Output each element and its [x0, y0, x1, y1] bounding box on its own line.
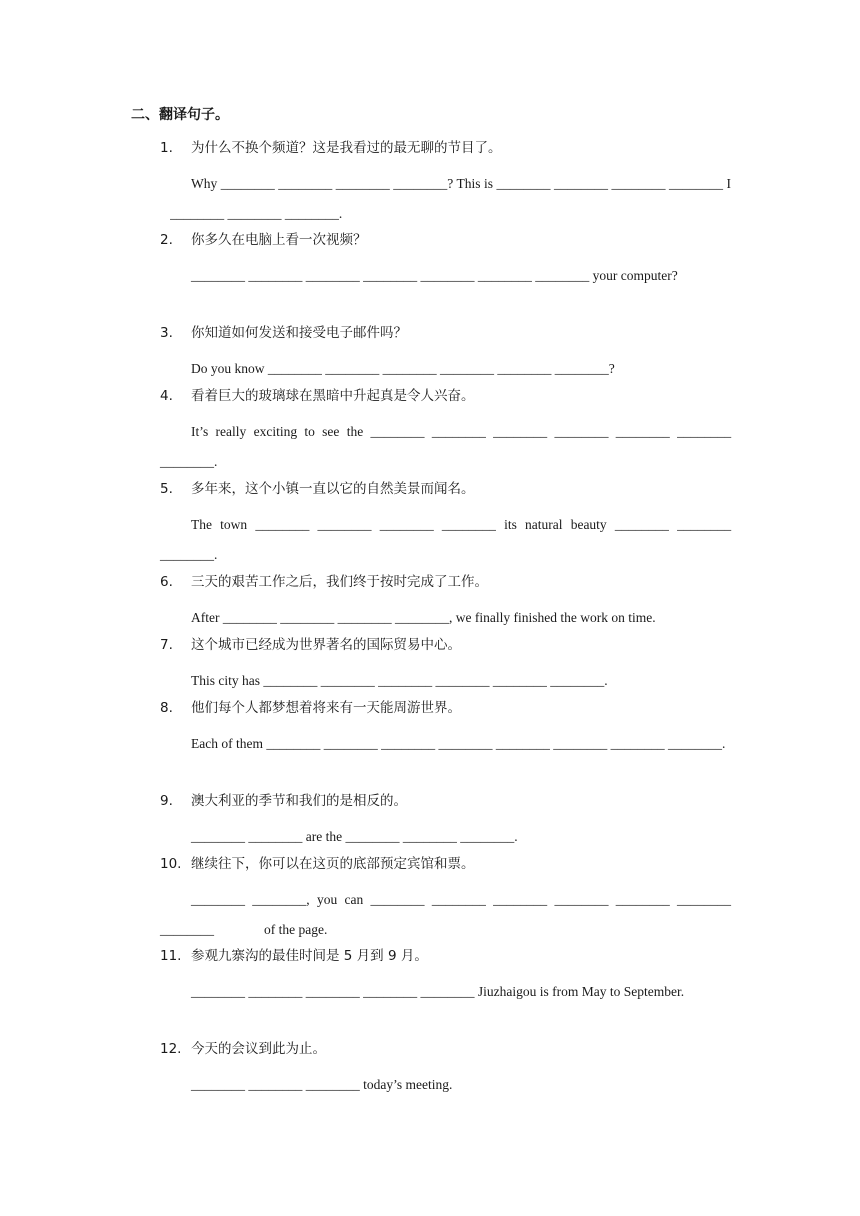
- english-sentence: This city has ________ ________ ________ ________ ________ ________.: [191, 673, 608, 688]
- english-sentence: After ________ ________ ________ ________, we finally finished the work on time.: [191, 610, 656, 625]
- answer-blank[interactable]: ________: [554, 424, 609, 439]
- answer-blank[interactable]: ________: [667, 736, 722, 751]
- answer-blank[interactable]: ________: [191, 892, 245, 907]
- chinese-sentence: 他们每个人都梦想着将来有一天能周游世界。: [191, 700, 461, 716]
- answer-blank[interactable]: ________: [248, 829, 303, 844]
- question-number: 4.: [160, 388, 173, 404]
- question-number: 1.: [160, 140, 173, 156]
- english-sentence: ________ ________ ________ ________ ________ ________ ________ your computer?: [191, 268, 678, 283]
- answer-blank[interactable]: ________: [220, 176, 275, 191]
- question-11: [160, 946, 731, 1007]
- chinese-sentence: 多年来，这个小镇一直以它的自然美景而闻名。: [191, 481, 475, 497]
- question-number: 7.: [160, 637, 173, 653]
- answer-blank[interactable]: ________: [553, 736, 608, 751]
- answer-blank[interactable]: ________: [677, 892, 732, 907]
- answer-blank[interactable]: ________: [550, 673, 605, 688]
- question-number: 6.: [160, 574, 173, 590]
- chinese-sentence: 澳大利亚的季节和我们的是相反的。: [191, 793, 407, 809]
- question-3: [160, 323, 731, 384]
- answer-blank[interactable]: ________: [496, 176, 551, 191]
- answer-blank[interactable]: ________: [554, 892, 609, 907]
- question-2: [160, 230, 731, 291]
- english-sentence: ________ ________ are the ________ ________ ________.: [191, 829, 518, 844]
- answer-blank[interactable]: ________: [248, 1077, 303, 1092]
- answer-blank[interactable]: ________: [382, 361, 437, 376]
- answer-blank[interactable]: ________: [495, 736, 550, 751]
- answer-blank[interactable]: ________: [160, 547, 214, 562]
- answer-blank[interactable]: ________: [554, 361, 609, 376]
- chinese-sentence: 为什么不换个频道？这是我看过的最无聊的节目了。: [191, 140, 502, 156]
- answer-blank[interactable]: ________: [267, 361, 322, 376]
- answer-blank[interactable]: ________: [381, 736, 436, 751]
- answer-blank[interactable]: ________: [323, 736, 378, 751]
- english-sentence: It’s really exciting to see the ________ ________ ________ ________ ________ ________ ________.: [160, 424, 732, 469]
- answer-blank[interactable]: ________: [669, 176, 724, 191]
- chinese-sentence: 你多久在电脑上看一次视频？: [191, 232, 367, 248]
- question-number: 10.: [160, 856, 182, 872]
- english-sentence: Do you know ________ ________ ________ ________ ________ ________?: [191, 361, 615, 376]
- answer-blank[interactable]: ________: [477, 268, 532, 283]
- answer-blank[interactable]: ________: [191, 984, 245, 999]
- answer-blank[interactable]: ________: [610, 736, 665, 751]
- answer-blank[interactable]: ________: [431, 892, 486, 907]
- answer-blank[interactable]: ________: [317, 517, 372, 532]
- answer-blank[interactable]: ________: [222, 610, 277, 625]
- question-number: 12.: [160, 1041, 182, 1057]
- answer-blank[interactable]: ________: [393, 176, 448, 191]
- answer-blank[interactable]: ________: [677, 424, 732, 439]
- answer-blank[interactable]: ________: [460, 829, 515, 844]
- question-number: 9.: [160, 793, 173, 809]
- answer-blank[interactable]: ________: [611, 176, 666, 191]
- question-number: 5.: [160, 481, 173, 497]
- answer-blank[interactable]: ________: [440, 361, 494, 376]
- answer-blank[interactable]: ________: [492, 673, 547, 688]
- answer-blank[interactable]: ________: [305, 1077, 360, 1092]
- english-sentence: ________ ________, you can ________ ________ ________ ________ ________ ________ ________ of the page.: [160, 892, 732, 937]
- answer-blank[interactable]: ________: [370, 424, 425, 439]
- answer-blank[interactable]: ________: [325, 361, 380, 376]
- answer-blank[interactable]: ________: [493, 424, 548, 439]
- question-number: 8.: [160, 700, 173, 716]
- answer-blank[interactable]: ________: [280, 610, 335, 625]
- answer-blank[interactable]: ________: [170, 206, 225, 221]
- question-number: 3.: [160, 325, 173, 341]
- answer-blank[interactable]: ________: [614, 517, 669, 532]
- answer-blank[interactable]: ________: [441, 517, 496, 532]
- answer-blank[interactable]: ________: [378, 673, 433, 688]
- answer-blank[interactable]: ________: [379, 517, 434, 532]
- english-sentence: Each of them ________ ________ ________ ________ ________ ________ ________ ________.: [191, 736, 726, 751]
- chinese-sentence: 这个城市已经成为世界著名的国际贸易中心。: [191, 637, 461, 653]
- chinese-sentence: 参观九寨沟的最佳时间是 5 月到 9 月。: [191, 948, 428, 964]
- answer-blank[interactable]: ________: [305, 984, 360, 999]
- answer-blank[interactable]: ________: [420, 268, 475, 283]
- question-5: [160, 479, 731, 570]
- answer-blank[interactable]: ________: [493, 892, 548, 907]
- answer-blank[interactable]: ________: [252, 892, 307, 907]
- answer-blank[interactable]: ________: [402, 829, 457, 844]
- answer-blank[interactable]: ________: [337, 610, 392, 625]
- answer-blank[interactable]: ________: [284, 206, 339, 221]
- answer-blank[interactable]: ________: [420, 984, 475, 999]
- answer-blank[interactable]: ________: [320, 673, 375, 688]
- answer-blank[interactable]: ________: [438, 736, 493, 751]
- answer-blank[interactable]: ________: [677, 517, 732, 532]
- answer-blank[interactable]: ________: [160, 922, 214, 937]
- question-number: 2.: [160, 232, 173, 248]
- answer-blank[interactable]: ________: [266, 736, 321, 751]
- answer-blank[interactable]: ________: [394, 610, 449, 625]
- english-sentence: Why ________ ________ ________ ________? This is ________ ________ ________ ________ I ________ ________ ________.: [170, 176, 732, 221]
- question-10: [160, 854, 731, 945]
- question-4: [160, 386, 731, 477]
- answer-blank[interactable]: ________: [370, 892, 425, 907]
- answer-blank[interactable]: ________: [248, 984, 303, 999]
- answer-blank[interactable]: ________: [345, 829, 400, 844]
- answer-blank[interactable]: ________: [305, 268, 360, 283]
- answer-blank[interactable]: ________: [278, 176, 333, 191]
- question-6: [160, 572, 731, 633]
- answer-blank[interactable]: ________: [431, 424, 486, 439]
- answer-blank[interactable]: ________: [497, 361, 552, 376]
- answer-blank[interactable]: ________: [227, 206, 282, 221]
- chinese-sentence: 三天的艰苦工作之后，我们终于按时完成了工作。: [191, 574, 488, 590]
- answer-blank[interactable]: ________: [191, 268, 245, 283]
- answer-blank[interactable]: ________: [615, 892, 670, 907]
- chinese-sentence: 看着巨大的玻璃球在黑暗中升起真是令人兴奋。: [191, 388, 475, 404]
- question-12: [160, 1039, 731, 1100]
- english-sentence: The town ________ ________ ________ ________ its natural beauty ________ ________ ________.: [160, 517, 732, 562]
- answer-blank[interactable]: ________: [535, 268, 590, 283]
- question-1: [160, 138, 731, 229]
- answer-blank[interactable]: ________: [363, 268, 418, 283]
- answer-blank[interactable]: ________: [435, 673, 490, 688]
- question-7: [160, 635, 731, 696]
- question-8: [160, 698, 731, 759]
- answer-blank[interactable]: ________: [615, 424, 670, 439]
- answer-blank[interactable]: ________: [263, 673, 318, 688]
- answer-blank[interactable]: ________: [191, 829, 245, 844]
- answer-blank[interactable]: ________: [255, 517, 310, 532]
- chinese-sentence: 今天的会议到此为止。: [191, 1041, 326, 1057]
- question-9: [160, 791, 731, 852]
- answer-blank[interactable]: ________: [160, 454, 214, 469]
- chinese-sentence: 你知道如何发送和接受电子邮件吗？: [191, 325, 407, 341]
- english-sentence: ________ ________ ________ ________ ________ Jiuzhaigou is from May to September.: [191, 984, 685, 999]
- english-sentence: ________ ________ ________ today’s meeting.: [191, 1077, 453, 1092]
- chinese-sentence: 继续往下，你可以在这页的底部预定宾馆和票。: [191, 856, 475, 872]
- answer-blank[interactable]: ________: [554, 176, 609, 191]
- answer-blank[interactable]: ________: [363, 984, 418, 999]
- section-title: 二、翻译句子。: [131, 107, 229, 123]
- answer-blank[interactable]: ________: [248, 268, 303, 283]
- answer-blank[interactable]: ________: [335, 176, 390, 191]
- answer-blank[interactable]: ________: [191, 1077, 245, 1092]
- question-number: 11.: [160, 948, 182, 964]
